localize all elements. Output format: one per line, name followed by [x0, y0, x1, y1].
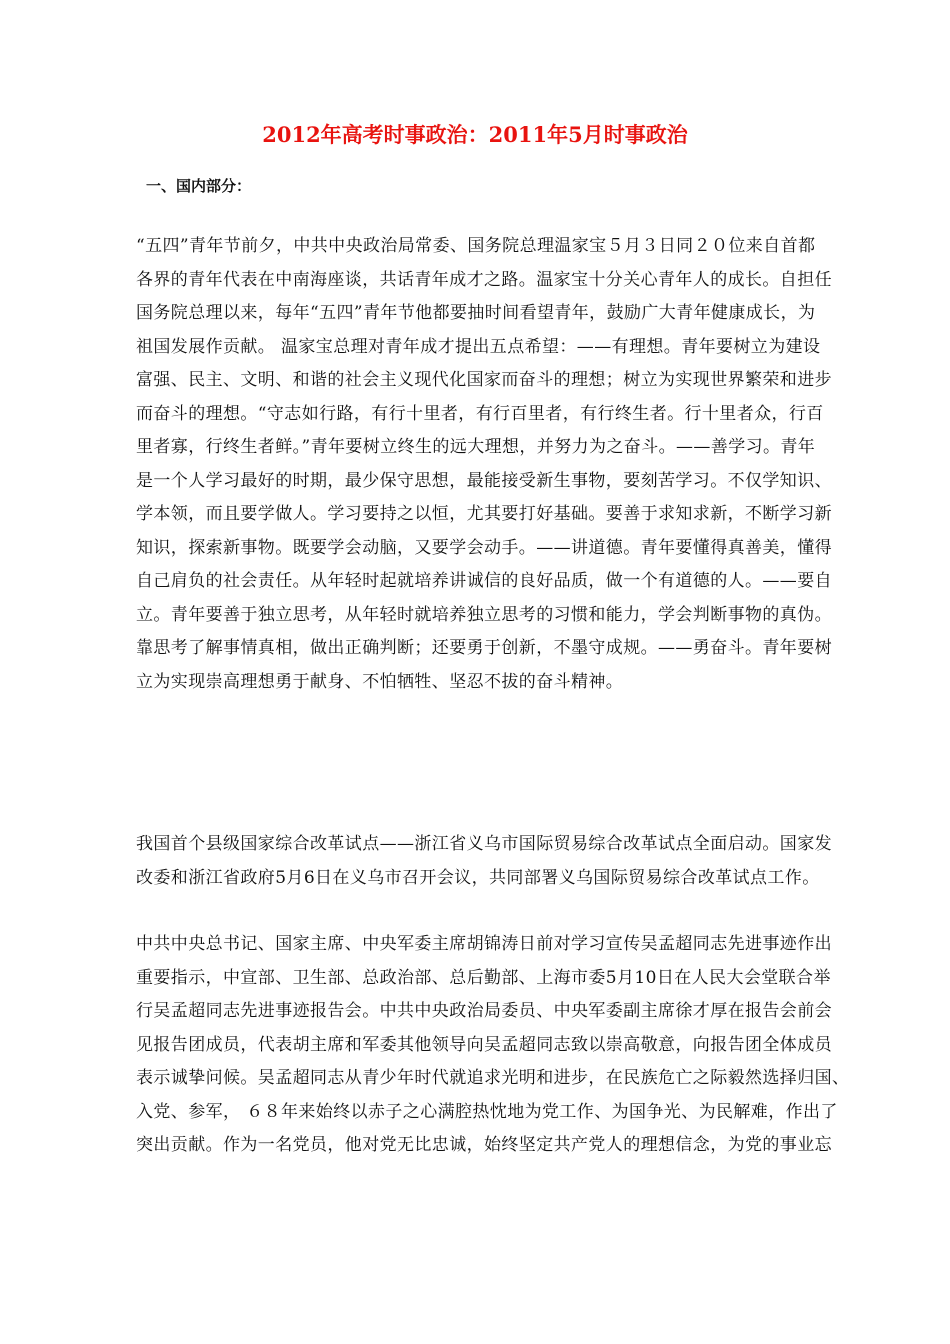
document-title: 2012年高考时事政治：2011年5月时事政治	[262, 122, 688, 147]
text-line: 立。青年要善于独立思考，从年轻时就培养独立思考的习惯和能力，学会判断事物的真伪。	[136, 604, 832, 625]
text-line: 行吴孟超同志先进事迹报告会。中共中央政治局委员、中央军委副主席徐才厚在报告会前会	[136, 1001, 832, 1021]
text-line: “五四”青年节前夕，中共中央政治局常委、国务院总理温家宝５月３日同２０位来自首都	[136, 236, 816, 256]
section-heading: 一、国内部分：	[146, 177, 252, 195]
text-line: 重要指示，中宣部、卫生部、总政治部、总后勤部、上海市委5月10日在人民大会堂联合举	[136, 967, 831, 988]
text-line: 各界的青年代表在中南海座谈，共话青年成才之路。温家宝十分关心青年人的成长。自担任	[136, 269, 832, 290]
text-line: 我国首个县级国家综合改革试点——浙江省义乌市国际贸易综合改革试点全面启动。国家发	[136, 834, 832, 854]
text-line: 改委和浙江省政府5月6日在义乌市召开会议，共同部署义乌国际贸易综合改革试点工作。	[136, 867, 820, 888]
paragraph-youth-day	[136, 230, 832, 699]
paragraph-yiwu-reform	[136, 828, 832, 895]
text-line: 而奋斗的理想。“守志如行路，有行十里者，有行百里者，有行终生者。行十里者众，行百	[136, 403, 824, 424]
text-line: 里者寡，行终生者鲜。”青年要树立终生的远大理想，并努力为之奋斗。——善学习。青年	[136, 437, 816, 457]
text-line: 见报告团成员，代表胡主席和军委其他领导向吴孟超同志致以崇高敬意，向报告团全体成员	[136, 1034, 832, 1055]
text-line: 知识，探索新事物。既要学会动脑，又要学会动手。——讲道德。青年要懂得真善美，懂得	[136, 537, 832, 558]
text-line: 靠思考了解事情真相，做出正确判断；还要勇于创新，不墨守成规。——勇奋斗。青年要树	[136, 638, 832, 658]
paragraph-wu-mengchao	[136, 928, 850, 1163]
text-line: 表示诚挚问候。吴孟超同志从青少年时代就追求光明和进步，在民族危亡之际毅然选择归国、	[136, 1068, 850, 1088]
text-line: 自己肩负的社会责任。从年轻时起就培养讲诚信的良好品质，做一个有道德的人。——要自	[136, 571, 832, 591]
text-line: 突出贡献。作为一名党员，他对党无比忠诚，始终坚定共产党人的理想信念，为党的事业忘	[136, 1135, 832, 1155]
text-line: 富强、民主、文明、和谐的社会主义现代化国家而奋斗的理想；树立为实现世界繁荣和进步	[136, 370, 832, 390]
text-line: 是一个人学习最好的时期，最少保守思想，最能接受新生事物，要刻苦学习。不仅学知识、	[136, 470, 832, 491]
text-line: 国务院总理以来，每年“五四”青年节他都要抽时间看望青年，鼓励广大青年健康成长，为	[136, 303, 816, 323]
text-line: 中共中央总书记、国家主席、中央军委主席胡锦涛日前对学习宣传吴孟超同志先进事迹作出	[136, 934, 832, 954]
text-line: 入党、参军， ６８年来始终以赤子之心满腔热忱地为党工作、为国争光、为民解难，作出了	[136, 1101, 838, 1122]
text-line: 祖国发展作贡献。 温家宝总理对青年成才提出五点希望：——有理想。青年要树立为建设	[136, 336, 821, 357]
text-line: 立为实现崇高理想勇于献身、不怕牺牲、坚忍不拔的奋斗精神。	[136, 671, 624, 692]
text-line: 学本领，而且要学做人。学习要持之以恒，尤其要打好基础。要善于求知求新，不断学习新	[136, 504, 832, 524]
